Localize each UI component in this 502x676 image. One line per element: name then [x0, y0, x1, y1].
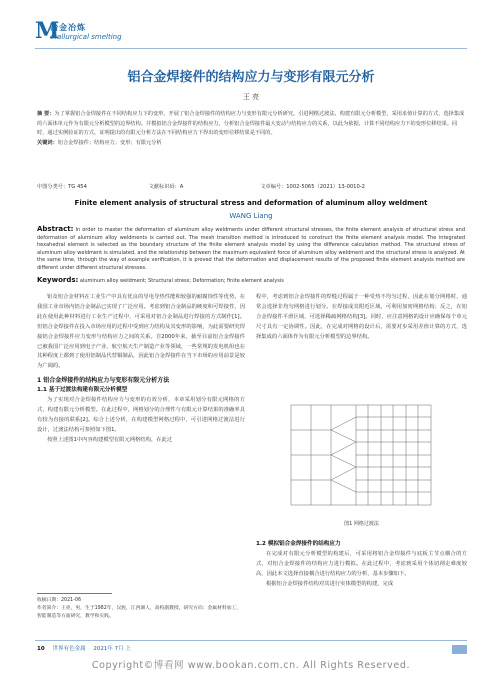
figure-1-caption: 图1 网格过渡法 [344, 521, 379, 527]
abstract-cn-label: 摘 要： [37, 111, 55, 117]
section-1-2-heading: 1.2 模拟铝合金焊接件的结构应力 [256, 541, 341, 547]
abstract-en-label: Abstract: [37, 225, 74, 233]
document-code: 文献标识码：A [148, 184, 184, 190]
footnote-divider [37, 593, 112, 594]
paragraph-1: 为了实现对合金焊接件结构应力与变形的有效分析，本章采用划分有限元网格的方式，构建有限元分析模型。在此过程中，网格划分的合理性与有限元计算结果的准确率具有较为直接的联系[2]。综合上述分析，在构建模型网格过程中，可引进网格过渡法进行设计，过渡法结构可参照如下图1。 [37, 397, 245, 433]
keywords-en-text: aluminum alloy weldment; Structural stress; Deformation; finite element analysis [79, 278, 284, 284]
keywords-en [37, 276, 465, 284]
body-column-right-bottom [256, 540, 467, 590]
paper-author: 王 亮 [242, 93, 260, 101]
abstract-cn-text: 为了掌握铝合金焊接件在不同结构应力下的变形，开展了铝合金焊接件的结构应力与变形有限元分析研究。引进网格过渡法，构建有限元分析模型，采用求值计算的方式，选择集成的六面体单元作为有限元分析模型的边界结构。并模拟铝合金焊接件的结构应力，分析铝合金焊接件最大变动与结构应力的关系，以此为依据，计算不同结构应力下的变形位移结果。同时，通过实例验证的方式，证明提出的有限元分析方法在不同结构应力下得出的变形位移结果是不同的。 [37, 111, 465, 136]
keywords-cn-label: 关键词： [37, 139, 58, 146]
paper-author-en: WANG Liang [229, 212, 273, 220]
abstract-cn [37, 110, 465, 148]
abstract-en [37, 226, 465, 273]
issue-date: 2021年 7月 上 [93, 646, 131, 652]
page-number: 10 [37, 646, 45, 652]
journal-section-cn: 冶金冶炼 [50, 23, 86, 32]
body-column-left [37, 293, 245, 446]
section-1-1-heading: 1.1 基于过渡法构建有限元分析模型 [37, 387, 128, 394]
page-footer [37, 644, 131, 652]
footnote [37, 597, 245, 621]
intro-paragraph: 铝及铝合金材料在工业生产中具有优良的导电导热性能和较强的耐腐蚀性等优势。在我国工业市场内铝合金制品已实现了广泛应用。考虑到铝合金制品的硬度和可焊接性，因此在使用此种材料进行工业生产过程中，可采用对铝合金制品进行焊接的方式制作[1]。但铝合金焊接件在投入市场应用的过程中受到应力结构及其变形的影响，为此需要研究焊接铝合金焊接件应力变形与结构应力之间的关系。自2000年来，截至目前铝合金焊接件已被我国广泛应用到电子产业、航空航天生产制造产业等领域，一些常规的发电机组也在其种程度上都到了使用铝制品代替铜制品，因此铝合金焊接件在当下市场的应用前景是较为广阔的。 [37, 294, 245, 370]
paper-title: 铝合金焊接件的结构应力与变形有限元分析 [127, 70, 375, 85]
footer-divider [35, 640, 467, 641]
footer-corner-block [452, 645, 467, 654]
paragraph-4: 根据铝合金焊接件结构对其进行实体模型的构建，完成 [266, 580, 394, 587]
paper-title-en: Finite element analysis of structural stress and deformation of aluminum alloy weldment [74, 199, 428, 207]
mesh-transition-figure [256, 395, 467, 515]
paragraph-3: 在完成对有限元分析模型的构建后，可采用将铝合金焊接件与底板主节点耦合的方式，对铝合金焊接件的结构应力进行模拟。在此过程中，考虑到采用个体切削走难度较高，因此本文选择直接耦合进行结构应力的分析，基本步骤如下。 [256, 550, 467, 577]
section-1-heading: 1 铝合金焊接件的结构应力与变形有限元分析方法 [37, 377, 170, 385]
keywords-cn-text: 铝合金焊接件；结构应力；变形；有限元分析 [57, 139, 162, 146]
article-number: 文章编号：1002-5065（2021）13-0010-2 [260, 184, 365, 190]
body-column-right-top [256, 293, 467, 343]
journal-name: 世界有色金属 [52, 646, 86, 652]
header-divider [35, 48, 467, 49]
clc-number: 中图分类号：TG 454 [37, 184, 87, 190]
abstract-en-text: In order to master the deformation of aluminum alloy weldments under different structural stresses, the finite element analysis of structural stress and deformation of aluminum alloy weldments is carried out. The mesh transition method is introduced to construct the finite element analysis model. The integrated hexahedral element is selected as the boundary structure of the finite element analysis model by using the difference calculation method. The structural stress of aluminum alloy weldment is simulated, and the relationship between the maximum equivalent force of aluminum alloy weldment and the structural stress is analyzed. At the same time, through the way of example verification, it is proved that the deformation and displacement results of the proposed finite element analysis method are different under different structural stresses. [37, 227, 466, 271]
paragraph-2-continued: 程中，考虑到铝合金焊接件的焊缝过程属于一种受热不均匀过程，因此在划分网格时，通常会选择非均匀网格进行划分。在焊接成其附近区域，可利用加密网格结构；反之，在铝合金焊接件平滑区域，可选择稀疏网格结构[3]。同时，应注意网格的设计应确保每个单元尺寸具有一定协调性。因此，在完成对网格的设计后，需要对步采用差值计算的方式，选择集成的六面体作为有限元分析模型的边界结构。 [256, 294, 467, 340]
received-date: 收稿日期：2021-06 [37, 598, 82, 603]
author-bio: 作者简介：王亮，男，生于1982年，汉族，江西湖人，高校副教授，研究方向：金属材料加工，智能制造等方面研究，教学和实践。 [37, 606, 242, 619]
journal-logo-letter: M [35, 18, 60, 44]
paragraph-2: 按照上述图1中内容构建模型有限元网格结构，在此过 [47, 436, 173, 443]
keywords-en-label: Keywords: [37, 276, 79, 284]
journal-section-en: etallurgical smelting [50, 33, 122, 41]
copyright-watermark: Copyright©博看网 www.bookan.com.cn. All Rights Reserved. [91, 660, 411, 671]
classification-meta [37, 183, 467, 190]
